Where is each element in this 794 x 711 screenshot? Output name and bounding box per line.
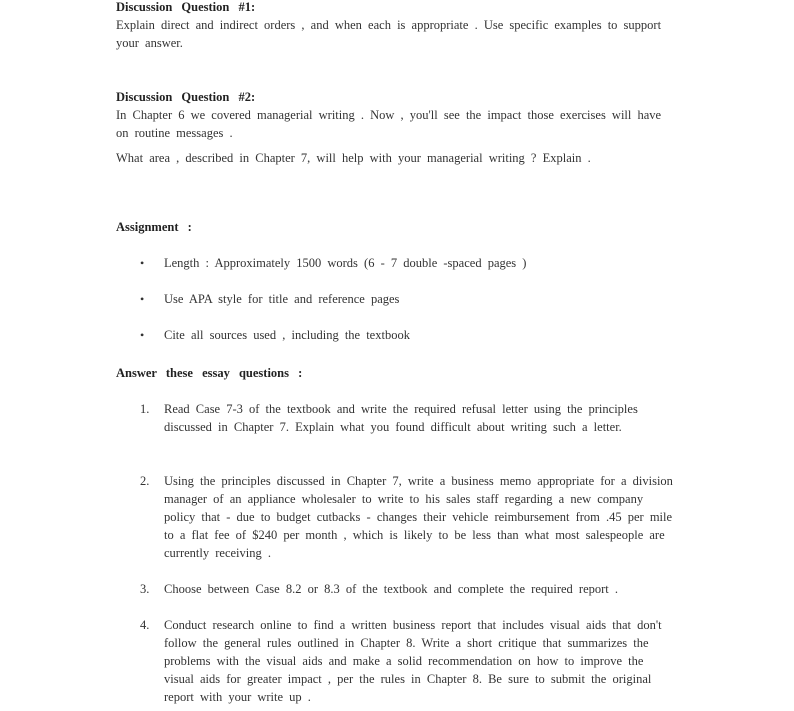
discussion-question-2-heading: Discussion Question #2: — [116, 90, 256, 104]
discussion-question-1 — [116, 0, 676, 52]
bullet-icon: • — [140, 292, 145, 306]
discussion-question-2-followup: What area , described in Chapter 7, will help with your managerial writing ? Explain . — [116, 151, 591, 165]
discussion-question-2-text: In Chapter 6 we covered managerial writing . Now , you'll see the impact those exercises will have on routine messages . — [116, 108, 662, 140]
assignment-heading: Assignment : — [116, 220, 192, 234]
essay-question-text: Using the principles discussed in Chapter 7, write a business memo appropriate for a division manager of an appliance wholesaler to write to his sales staff regarding a new company policy that - due to budget cutbacks - changes their vehicle reimbursement from .45 per mile to a flat fee of $240 per month , which is likely to be less than what most salespeople are currently receiving . — [164, 474, 673, 560]
essay-question-text: Conduct research online to find a written business report that includes visual aids that don't follow the general rules outlined in Chapter 8. Write a short critique that summarizes the problems with the visual aids and make a solid recommendation on how to improve the visual aids for greater impact , per the rules in Chapter 8. Be sure to submit the original report with your write up . — [164, 618, 662, 704]
essay-question-text: Read Case 7-3 of the textbook and write the required refusal letter using the principles discussed in Chapter 7. Explain what you found difficult about writing such a letter. — [164, 402, 638, 434]
list-number: 4. — [140, 618, 150, 632]
list-number: 2. — [140, 474, 150, 488]
discussion-question-2 — [116, 88, 676, 167]
list-number: 3. — [140, 582, 150, 596]
answer-heading: Answer these essay questions : — [116, 366, 303, 380]
list-number: 1. — [140, 402, 150, 416]
bullet-icon: • — [140, 328, 145, 342]
bullet-text: Length : Approximately 1500 words (6 - 7 double -spaced pages ) — [164, 256, 527, 270]
discussion-question-1-text: Explain direct and indirect orders , and when each is appropriate . Use specific examples to support your answer. — [116, 18, 662, 50]
bullet-icon: • — [140, 256, 145, 270]
bullet-text: Cite all sources used , including the textbook — [164, 328, 410, 342]
essay-question-text: Choose between Case 8.2 or 8.3 of the textbook and complete the required report . — [164, 582, 619, 596]
discussion-question-1-heading: Discussion Question #1: — [116, 0, 256, 14]
bullet-text: Use APA style for title and reference pages — [164, 292, 400, 306]
